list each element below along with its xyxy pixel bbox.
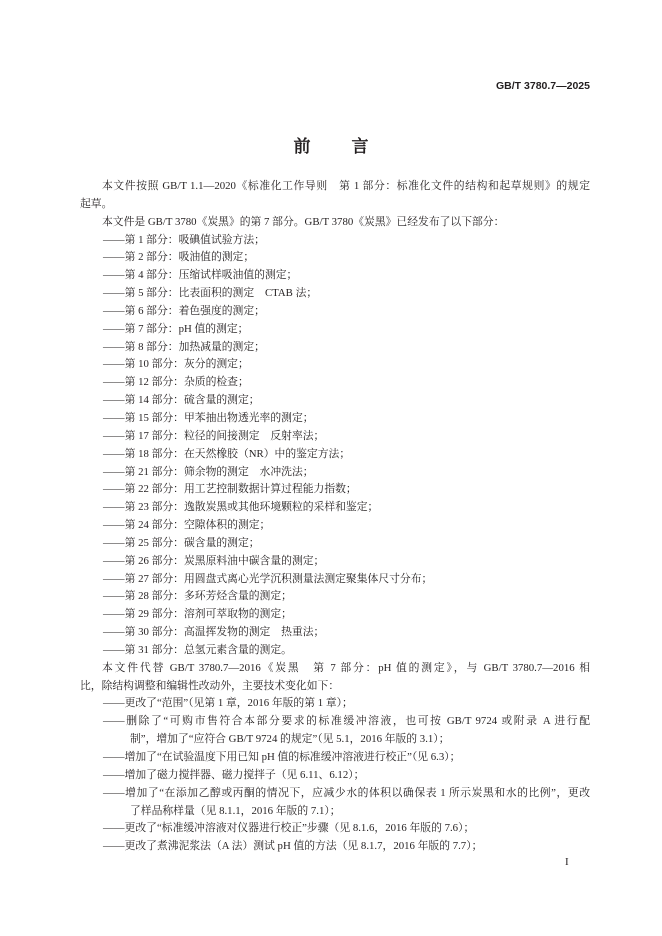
part-list-item: ——第 29 部分：溶剂可萃取物的测定； — [103, 608, 292, 621]
part-list-item: ——第 1 部分：吸碘值试验方法； — [103, 233, 265, 246]
paragraph-line: 起草。 — [80, 197, 113, 210]
change-list-item: ——更改了煮沸泥浆法（A 法）测试 pH 值的方法（见 8.1.7，2016 年版的 7.7）； — [103, 840, 483, 853]
change-list-item-continuation: 制”，增加了“应符合 GB/T 9724 的规定”（见 5.1，2016 年版的 3.1）； — [130, 733, 450, 746]
change-list-item: ——增加了“在试验温度下用已知 pH 值的标准缓冲溶液进行校正”（见 6.3）； — [103, 751, 461, 763]
part-list-item: ——第 14 部分：硫含量的测定； — [103, 394, 260, 407]
part-list-item: ——第 15 部分：甲苯抽出物透光率的测定； — [103, 411, 314, 424]
change-list-item: ——增加了“在添加乙醇或丙酮的情况下，应减少水的体积以确保表 1 所示炭黑和水的比例”，更改 — [103, 786, 590, 799]
part-list-item: ——第 8 部分：加热减量的测定； — [103, 340, 265, 353]
change-list-item: ——更改了“范围”（见第 1 章，2016 年版的第 1 章）； — [103, 697, 353, 710]
change-list-item: ——增加了磁力搅拌器、磁力搅拌子（见 6.11、6.12）； — [103, 768, 365, 781]
part-list-item: ——第 28 部分：多环芳烃含量的测定； — [103, 590, 292, 603]
part-list-item: ——第 30 部分：高温挥发物的测定 热重法； — [103, 626, 325, 639]
series-parts-intro: 本文件是 GB/T 3780《炭黑》的第 7 部分。GB/T 3780《炭黑》已经发布了以下部分： — [102, 215, 505, 228]
paragraph-line: 比，除结构调整和编辑性改动外，主要技术变化如下： — [80, 679, 340, 692]
change-list-item: ——更改了“标准缓冲溶液对仪器进行校正”步骤（见 8.1.6，2016 年版的 7.6）； — [103, 822, 475, 835]
part-list-item: ——第 21 部分：筛余物的测定 水冲洗法； — [103, 465, 314, 478]
part-list-item: ——第 2 部分：吸油值的测定； — [103, 251, 255, 264]
technical-changes-list — [80, 695, 590, 856]
part-list-item: ——第 18 部分：在天然橡胶（NR）中的鉴定方法； — [103, 447, 351, 460]
published-parts-list — [80, 232, 590, 660]
foreword-title: 前 言 — [293, 137, 381, 157]
part-list-item: ——第 12 部分：杂质的检查； — [103, 376, 249, 389]
part-list-item: ——第 25 部分：碳含量的测定； — [103, 536, 260, 549]
paragraph-line: 本文件按照 GB/T 1.1—2020《标准化工作导则 第 1 部分：标准化文件的结构和起草规则》的规定 — [102, 180, 590, 192]
page-number: I — [565, 856, 569, 868]
part-list-item: ——第 6 部分：着色强度的测定； — [103, 304, 265, 317]
part-list-item: ——第 5 部分：比表面积的测定 CTAB 法； — [103, 287, 318, 300]
part-list-item: ——第 26 部分：炭黑原料油中碳含量的测定； — [103, 554, 325, 567]
paragraph-line: 本文件代替 GB/T 3780.7—2016《炭黑 第 7 部分：pH 值的测定》，与 GB/T 3780.7—2016 相 — [102, 661, 590, 674]
part-list-item: ——第 7 部分：pH 值的测定； — [103, 322, 249, 335]
standard-number-header: GB/T 3780.7—2025 — [496, 80, 590, 92]
part-list-item: ——第 22 部分：用工艺控制数据计算过程能力指数； — [103, 483, 357, 496]
part-list-item: ——第 10 部分：灰分的测定； — [103, 358, 249, 371]
part-list-item: ——第 23 部分：逸散炭黑或其他环境颗粒的采样和鉴定； — [103, 501, 379, 514]
part-list-item: ——第 4 部分：压缩试样吸油值的测定； — [103, 269, 298, 282]
drafting-basis-paragraph — [80, 178, 590, 214]
part-list-item: ——第 24 部分：空隙体积的测定； — [103, 519, 271, 532]
change-list-item: ——删除了“可购市售符合本部分要求的标准缓冲溶液，也可按 GB/T 9724 或附录 A 进行配 — [103, 715, 590, 728]
replacement-paragraph — [80, 660, 590, 696]
part-list-item: ——第 17 部分：粒径的间接测定 反射率法； — [103, 429, 325, 442]
change-list-item-continuation: 了样品称样量（见 8.1.1，2016 年版的 7.1）； — [130, 804, 341, 817]
part-list-item: ——第 27 部分：用圆盘式离心光学沉积测量法测定聚集体尺寸分布； — [103, 572, 433, 585]
foreword-body — [80, 178, 590, 856]
part-list-item: ——第 31 部分：总氢元素含量的测定。 — [103, 643, 292, 656]
